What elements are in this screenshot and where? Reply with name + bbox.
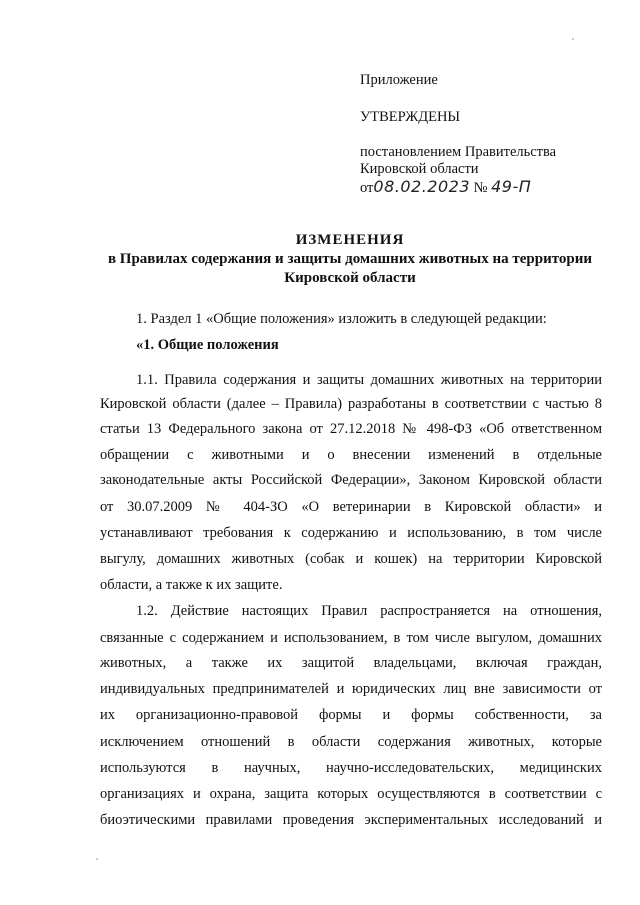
decree-line-1: постановлением Правительства xyxy=(360,144,557,160)
paragraph-line: используются в научных, научно-исследовательских, медицинских xyxy=(100,760,602,776)
paragraph-line: обращении с животными и о внесении изменений в отдельные xyxy=(100,447,602,463)
paragraph-line: законодательные акты Российской Федерации», Законом Кировской области xyxy=(100,472,602,488)
paragraph-line: исключением отношений в области содержания животных, которые xyxy=(100,734,602,750)
paragraph-line: связанные с содержанием и использованием, в том числе выгулом, домашних xyxy=(100,630,602,646)
paragraph-line: области, а также к их защите. xyxy=(100,577,283,593)
paragraph-line: индивидуальных предпринимателей и юридических лиц вне зависимости от xyxy=(100,681,602,697)
document-heading: ИЗМЕНЕНИЯ xyxy=(295,232,405,248)
paragraph-line: 1.1. Правила содержания и защиты домашних животных на территории xyxy=(136,372,602,388)
decree-line-2: Кировской области xyxy=(360,161,479,177)
date-prefix: от xyxy=(360,180,374,196)
paragraph-line: статьи 13 Федерального закона от 27.12.2018 № 498-ФЗ «Об ответственном xyxy=(100,421,602,437)
paragraph-line: устанавливают требования к содержанию и использованию, в том числе xyxy=(100,525,602,541)
paragraph-line: животных, а также их защитой владельцами, включая граждан, xyxy=(100,655,602,671)
scan-speck xyxy=(96,858,98,860)
handwritten-number: 49-П xyxy=(491,177,532,196)
approval-block xyxy=(360,72,556,197)
document-subtitle-line-1: в Правилах содержания и защиты домашних животных на территории xyxy=(107,251,593,267)
paragraph-line: выгулу, домашних животных (собак и кошек) на территории Кировской xyxy=(100,551,602,567)
approved-label: УТВЕРЖДЕНЫ xyxy=(360,109,461,125)
paragraph-line: 1. Раздел 1 «Общие положения» изложить в следующей редакции: xyxy=(136,311,547,327)
paragraph-line: от 30.07.2009 № 404-ЗО «О ветеринарии в Кировской области» и xyxy=(100,499,602,515)
number-prefix: № xyxy=(473,180,488,196)
paragraph-line: биоэтическими правилами проведения экспериментальных исследований и xyxy=(100,812,602,828)
document-subtitle-line-2: Кировской области xyxy=(284,270,416,286)
paragraph-line: Кировской области (далее – Правила) разработаны в соответствии с частью 8 xyxy=(100,396,602,412)
decree-date-number xyxy=(360,178,556,197)
paragraph-line: 1.2. Действие настоящих Правил распространяется на отношения, xyxy=(136,603,602,619)
handwritten-date: 08.02.2023 xyxy=(373,177,471,196)
paragraph-line: организациях и охрана, защита которых осуществляются в соответствии с xyxy=(100,786,602,802)
scan-speck xyxy=(572,38,574,40)
paragraph-line: их организационно-правовой формы и формы собственности, за xyxy=(100,707,602,723)
appendix-label: Приложение xyxy=(360,72,438,88)
section-heading: «1. Общие положения xyxy=(136,337,279,353)
